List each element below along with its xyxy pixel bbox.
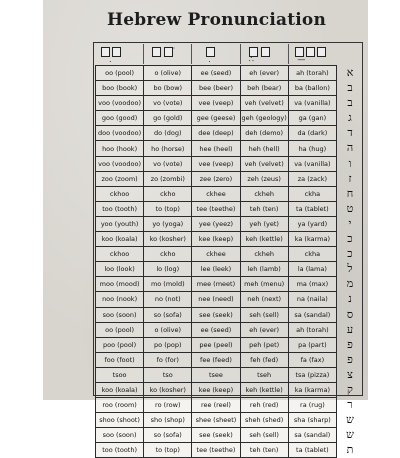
table-row (96, 171, 337, 186)
pronunciation-cell: geh (geology) (240, 111, 288, 126)
vowel-header-row (95, 44, 337, 64)
vowel-mark-icon: . (208, 55, 211, 64)
pronunciation-cell: ckhoo (96, 247, 144, 262)
page-title: Hebrew Pronunciation (106, 10, 327, 30)
pronunciation-cell: ckho (144, 247, 192, 262)
pronunciation-cell: keh (kettle) (240, 382, 288, 397)
hebrew-letter: צ (347, 367, 353, 381)
pronunciation-cell: ka (karma) (288, 382, 336, 397)
table-row (96, 111, 337, 126)
pronunciation-cell: bee (beer) (192, 81, 240, 96)
table-row (96, 66, 337, 81)
vowel-header-e (241, 44, 290, 64)
pronunciation-cell: reh (red) (240, 398, 288, 413)
hebrew-letter: ו (348, 156, 352, 170)
letter-box-icon (306, 47, 315, 57)
pronunciation-cell: ckheh (240, 247, 288, 262)
pronunciation-cell: lo (log) (144, 262, 192, 277)
pronunciation-cell: kee (keep) (192, 382, 240, 397)
pronunciation-cell: ko (kosher) (144, 232, 192, 247)
pronunciation-cell: noo (nook) (96, 292, 144, 307)
table-row (96, 307, 337, 322)
pronunciation-cell: lee (leek) (192, 262, 240, 277)
pronunciation-cell: ckhee (192, 247, 240, 262)
hebrew-letter: ז (348, 171, 352, 185)
pronunciation-cell: nee (need) (192, 292, 240, 307)
pronunciation-cell: to (top) (144, 201, 192, 216)
pronunciation-cell: poo (pool) (96, 337, 144, 352)
pronunciation-cell: voo (voodoo) (96, 96, 144, 111)
hebrew-letter: ש (346, 428, 354, 442)
pronunciation-cell: go (gold) (144, 111, 192, 126)
pronunciation-cell: zoo (zoom) (96, 171, 144, 186)
hebrew-letter: ד (347, 126, 353, 140)
pronunciation-cell: ee (seed) (192, 322, 240, 337)
hebrew-letter: ב (347, 81, 353, 95)
hebrew-letter: ט (346, 201, 354, 215)
pronunciation-cell: zo (zombi) (144, 171, 192, 186)
pronunciation-cell: so (sofa) (144, 428, 192, 443)
table-row (96, 96, 337, 111)
pronunciation-cell: fee (feed) (192, 352, 240, 367)
pronunciation-cell: yo (yoga) (144, 216, 192, 231)
letter-box-icon (164, 47, 173, 57)
pronunciation-cell: goo (good) (96, 111, 144, 126)
pronunciation-cell: teh (ten) (240, 201, 288, 216)
table-row (96, 141, 337, 156)
pronunciation-cell: so (sofa) (144, 307, 192, 322)
pronunciation-cell: gee (geese) (192, 111, 240, 126)
table-row (96, 352, 337, 367)
pronunciation-cell: loo (look) (96, 262, 144, 277)
table-row (96, 413, 337, 428)
letter-box-icon (112, 47, 121, 57)
pronunciation-cell: ee (seed) (192, 66, 240, 81)
pronunciation-cell: ah (torah) (288, 322, 336, 337)
hebrew-letter: כ (347, 247, 353, 261)
pronunciation-cell: vee (veep) (192, 156, 240, 171)
pronunciation-cell: to (top) (144, 443, 192, 458)
pronunciation-cell: soo (soon) (96, 428, 144, 443)
pronunciation-cell: zeh (zeus) (240, 171, 288, 186)
pronunciation-cell: ckha (288, 186, 336, 201)
table-row (96, 201, 337, 216)
table-row (96, 322, 337, 337)
pronunciation-cell: do (dog) (144, 126, 192, 141)
hebrew-letter: ג (348, 111, 352, 125)
pronunciation-cell: ba (ballon) (288, 81, 336, 96)
table-row (96, 337, 337, 352)
pronunciation-cell: zee (zero) (192, 171, 240, 186)
pronunciation-cell: ga (gan) (288, 111, 336, 126)
pronunciation-cell: tee (teethe) (192, 443, 240, 458)
pronunciation-cell: sha (sharp) (288, 413, 336, 428)
hebrew-letter: י (348, 216, 352, 230)
pronunciation-cell: la (lama) (288, 262, 336, 277)
pronunciation-table (95, 65, 337, 458)
pronunciation-cell: ckha (288, 247, 336, 262)
pronunciation-cell: ckhee (192, 186, 240, 201)
pronunciation-cell: fa (fax) (288, 352, 336, 367)
pronunciation-cell: peh (pet) (240, 337, 288, 352)
pronunciation-cell: tseh (240, 367, 288, 382)
pronunciation-cell: ta (tablet) (288, 443, 336, 458)
pronunciation-cell: ka (karma) (288, 232, 336, 247)
pronunciation-cell: keh (kettle) (240, 232, 288, 247)
pronunciation-cell: za (zack) (288, 171, 336, 186)
pronunciation-cell: yee (yeez) (192, 216, 240, 231)
pronunciation-cell: leh (lamb) (240, 262, 288, 277)
hebrew-letter: פ (347, 352, 353, 366)
pronunciation-cell: ra (rug) (288, 398, 336, 413)
pronunciation-cell: eh (ever) (240, 322, 288, 337)
pronunciation-cell: ckhoo (96, 186, 144, 201)
vowel-mark-icon: . (109, 55, 112, 64)
pronunciation-cell: o (olive) (144, 322, 192, 337)
pronunciation-cell: shoo (shoot) (96, 413, 144, 428)
pronunciation-cell: mee (meet) (192, 277, 240, 292)
pronunciation-cell: too (tooth) (96, 201, 144, 216)
pronunciation-cell: mo (mold) (144, 277, 192, 292)
pronunciation-cell: ckho (144, 186, 192, 201)
pronunciation-cell: heh (hell) (240, 141, 288, 156)
pronunciation-cell: tsee (192, 367, 240, 382)
pronunciation-cell: meh (menu) (240, 277, 288, 292)
letter-box-icon (152, 47, 161, 57)
pronunciation-cell: oo (pool) (96, 322, 144, 337)
pronunciation-cell: kee (keep) (192, 232, 240, 247)
pronunciation-cell: see (seek) (192, 428, 240, 443)
table-row (96, 186, 337, 201)
pronunciation-cell: oo (pool) (96, 66, 144, 81)
pronunciation-cell: shee (sheet) (192, 413, 240, 428)
pronunciation-cell: tsa (pizza) (288, 367, 336, 382)
pronunciation-cell: sheh (shed) (240, 413, 288, 428)
pronunciation-cell: pee (peel) (192, 337, 240, 352)
pronunciation-cell: too (tooth) (96, 443, 144, 458)
table-row (96, 428, 337, 443)
pronunciation-cell: ko (kosher) (144, 382, 192, 397)
table-row (96, 382, 337, 397)
vowel-header-u (95, 44, 144, 64)
hebrew-letter: ל (347, 262, 353, 276)
pronunciation-cell: roo (room) (96, 398, 144, 413)
pronunciation-cell: hee (heel) (192, 141, 240, 156)
pronunciation-cell: vo (vote) (144, 156, 192, 171)
vowel-header-i (192, 44, 241, 64)
pronunciation-cell: fo (for) (144, 352, 192, 367)
pronunciation-cell: moo (mood) (96, 277, 144, 292)
table-row (96, 262, 337, 277)
hebrew-letter: א (346, 66, 354, 79)
pronunciation-cell: tsoo (96, 367, 144, 382)
table-row (96, 126, 337, 141)
pronunciation-cell: yoo (youth) (96, 216, 144, 231)
pronunciation-cell: bo (bow) (144, 81, 192, 96)
pronunciation-cell: ho (horse) (144, 141, 192, 156)
pronunciation-cell: pa (part) (288, 337, 336, 352)
pronunciation-cell: o (olive) (144, 66, 192, 81)
pronunciation-cell: feh (fed) (240, 352, 288, 367)
pronunciation-cell: sho (shop) (144, 413, 192, 428)
pronunciation-cell: yeh (yet) (240, 216, 288, 231)
pronunciation-cell: foo (foot) (96, 352, 144, 367)
table-row (96, 232, 337, 247)
hebrew-letter: נ (348, 292, 352, 306)
pronunciation-cell: seh (sell) (240, 307, 288, 322)
pronunciation-cell: no (not) (144, 292, 192, 307)
pronunciation-cell: sa (sandal) (288, 307, 336, 322)
pronunciation-cell: va (vanilla) (288, 156, 336, 171)
hebrew-letter: ת (346, 443, 354, 457)
pronunciation-cell: eh (ever) (240, 66, 288, 81)
pronunciation-table-wrap (95, 65, 337, 458)
pronunciation-cell: seh (sell) (240, 428, 288, 443)
letter-box-icon (261, 47, 270, 57)
pronunciation-cell: tso (144, 367, 192, 382)
hebrew-letter: ק (347, 382, 353, 396)
hebrew-letter: ס (346, 307, 354, 321)
hebrew-letter: ר (347, 398, 353, 412)
hebrew-letter-column (337, 65, 363, 457)
pronunciation-cell: veh (velvet) (240, 156, 288, 171)
table-row (96, 367, 337, 382)
table-row (96, 292, 337, 307)
table-row (96, 156, 337, 171)
pronunciation-cell: ckheh (240, 186, 288, 201)
table-row (96, 247, 337, 262)
pronunciation-cell: deh (demo) (240, 126, 288, 141)
pronunciation-cell: boo (book) (96, 81, 144, 96)
hebrew-letter: ב (347, 96, 353, 110)
pronunciation-cell: doo (voodoo) (96, 126, 144, 141)
vowel-header-o (144, 44, 193, 64)
hebrew-letter: פ (347, 337, 353, 351)
pronunciation-cell: voo (voodoo) (96, 156, 144, 171)
pronunciation-cell: na (naila) (288, 292, 336, 307)
pronunciation-cell: vo (vote) (144, 96, 192, 111)
pronunciation-cell: koo (koala) (96, 382, 144, 397)
hebrew-letter: ה (346, 141, 354, 155)
pronunciation-cell: hoo (hook) (96, 141, 144, 156)
pronunciation-cell: da (dark) (288, 126, 336, 141)
table-row (96, 216, 337, 231)
vowel-mark-icon: · (172, 44, 176, 53)
pronunciation-cell: ta (tablet) (288, 201, 336, 216)
pronunciation-cell: po (pop) (144, 337, 192, 352)
pronunciation-cell: ya (yard) (288, 216, 336, 231)
pronunciation-cell: see (seek) (192, 307, 240, 322)
hebrew-letter: מ (346, 277, 354, 291)
pronunciation-cell: ree (reel) (192, 398, 240, 413)
pronunciation-cell: teh (ten) (240, 443, 288, 458)
vowel-mark-icon: — (297, 55, 306, 64)
hebrew-letter: כ (347, 232, 353, 246)
pronunciation-cell: sa (sandal) (288, 428, 336, 443)
pronunciation-cell: ah (torah) (288, 66, 336, 81)
hebrew-letter: ח (346, 186, 354, 200)
pronunciation-cell: ro (row) (144, 398, 192, 413)
pronunciation-cell: ha (hug) (288, 141, 336, 156)
pronunciation-cell: beh (bear) (240, 81, 288, 96)
pronunciation-cell: koo (koala) (96, 232, 144, 247)
pronunciation-cell: veh (velvet) (240, 96, 288, 111)
hebrew-letter: ש (346, 413, 354, 427)
table-row (96, 443, 337, 458)
pronunciation-cell: tee (teethe) (192, 201, 240, 216)
letter-box-icon (317, 47, 326, 57)
vowel-mark-icon: ∴ (248, 55, 254, 64)
vowel-header-a (289, 44, 337, 64)
pronunciation-cell: va (vanilla) (288, 96, 336, 111)
hebrew-letter: ע (346, 322, 354, 336)
pronunciation-cell: ma (max) (288, 277, 336, 292)
table-row (96, 81, 337, 96)
pronunciation-cell: vee (veep) (192, 96, 240, 111)
pronunciation-cell: soo (soon) (96, 307, 144, 322)
table-row (96, 277, 337, 292)
pronunciation-cell: neh (next) (240, 292, 288, 307)
pronunciation-cell: dee (deep) (192, 126, 240, 141)
